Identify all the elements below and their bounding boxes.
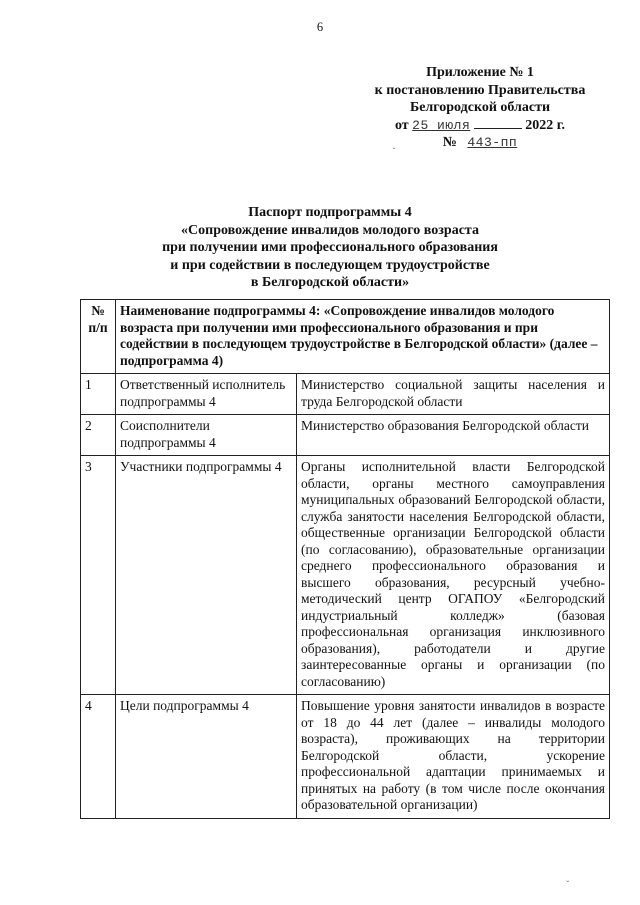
number-handwritten: 443-пп [467, 135, 518, 150]
row-name: Цели подпрограммы 4 [116, 695, 297, 819]
table-row [81, 374, 610, 415]
appendix-resolution-line: к постановлению Правительства [374, 82, 586, 98]
scan-speck-mark: ˇ [566, 880, 570, 891]
table-row [81, 695, 610, 819]
row-number: 3 [81, 456, 116, 695]
appendix-region-line: Белгородской области [409, 100, 551, 115]
header-number-cell: № п/п [81, 300, 116, 374]
row-number: 2 [81, 415, 116, 456]
passport-title: Паспорт подпрограммы 4 [248, 205, 412, 220]
row-value: Министерство социальной защиты населения и труда Белгородской области [297, 374, 610, 415]
date-handwritten: 25 июля [412, 117, 471, 133]
pen-dot-mark: · [392, 141, 396, 155]
row-value: Министерство образования Белгородской области [297, 415, 610, 456]
page-number: 6 [316, 20, 324, 34]
date-prefix: от [394, 117, 409, 133]
row-number: 1 [81, 374, 116, 415]
row-name: Ответственный исполнитель подпрограммы 4 [116, 374, 297, 415]
passport-table [80, 299, 610, 819]
row-name: Участники подпрограммы 4 [116, 456, 297, 695]
passport-subtitle-2: при получении ими профессионального образования [162, 240, 498, 255]
row-value: Органы исполнительной власти Белгородской области, органы местного самоуправления муниципальных образований Белгородской области, служба занятости населения Белгородской области, общественные организации Белгородской области (по согласованию), образовательные организации среднего профессионального образования и высшего образования, ресурсный учебно-методический центр ОГАПОУ «Белгородский индустриальный колледж» (базовая профессиональная организация инклюзивного образования), работодатели и другие заинтересованные органы и организации (по согласованию) [297, 456, 610, 695]
row-name: Соисполнители подпрограммы 4 [116, 415, 297, 456]
date-year: 2022 г. [525, 117, 566, 133]
table-row [81, 456, 610, 695]
appendix-title: Приложение № 1 [426, 65, 534, 80]
row-number: 4 [81, 695, 116, 819]
appendix-date-line [360, 117, 600, 135]
table-header-row [81, 300, 610, 374]
number-prefix: № [442, 135, 457, 150]
date-underline [474, 128, 522, 129]
appendix-number-line [360, 134, 600, 152]
appendix-block [360, 64, 600, 152]
row-value: Повышение уровня занятости инвалидов в возрасте от 18 до 44 лет (далее – инвалиды молодого возраста), проживающих на территории Белгородской области, ускорение профессиональной адаптации принимаемых и принятых на работу (в том числе после окончания образовательной организации) [297, 695, 610, 819]
header-title-cell: Наименование подпрограммы 4: «Сопровождение инвалидов молодого возраста при получении ими профессионального образования и при содействии в последующем трудоустройстве в Белгородской области» (далее – подпрограмма 4) [116, 300, 610, 374]
passport-subtitle-4: в Белгородской области» [250, 275, 410, 290]
passport-heading [120, 204, 540, 292]
table-row [81, 415, 610, 456]
passport-subtitle-1: «Сопровождение инвалидов молодого возраста [181, 222, 479, 238]
passport-subtitle-3: и при содействии в последующем трудоустройстве [170, 257, 490, 273]
